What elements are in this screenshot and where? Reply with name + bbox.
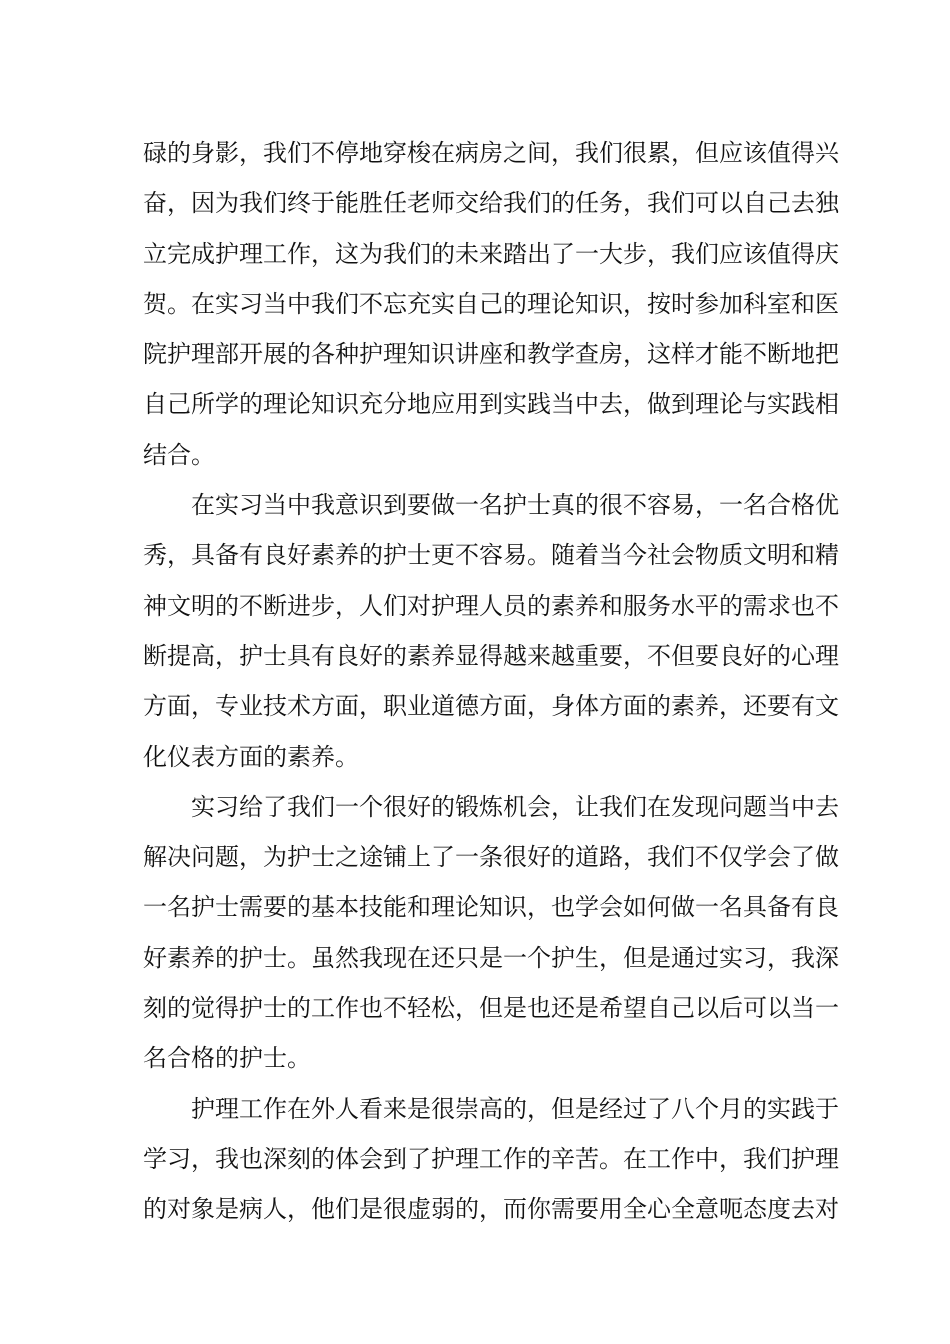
paragraph-2 xyxy=(143,480,839,782)
text-line: 化仪表方面的素养。 xyxy=(143,742,359,771)
text-line: 方面，专业技术方面，职业道德方面，身体方面的素养，还要有文 xyxy=(143,692,839,721)
text-line: 护理工作在外人看来是很崇高的，但是经过了八个月的实践于 xyxy=(143,1094,839,1123)
text-line: 奋，因为我们终于能胜任老师交给我们的任务，我们可以自己去独 xyxy=(143,189,839,218)
text-line: 名合格的护士。 xyxy=(143,1044,311,1073)
text-line: 的对象是病人，他们是很虚弱的，而你需要用全心全意呃态度去对 xyxy=(143,1195,839,1224)
text-line: 刻的觉得护士的工作也不轻松，但是也还是希望自己以后可以当一 xyxy=(143,994,839,1023)
text-line: 学习，我也深刻的体会到了护理工作的辛苦。在工作中，我们护理 xyxy=(143,1144,839,1173)
paragraph-4 xyxy=(143,1084,839,1235)
text-line: 断提高，护士具有良好的素养显得越来越重要，不但要良好的心理 xyxy=(143,641,839,670)
text-line: 解决问题，为护士之途铺上了一条很好的道路，我们不仅学会了做 xyxy=(143,843,839,872)
text-line: 自己所学的理论知识充分地应用到实践当中去，做到理论与实践相 xyxy=(143,390,839,419)
text-line: 实习给了我们一个很好的锻炼机会，让我们在发现问题当中去 xyxy=(143,792,839,821)
text-line: 结合。 xyxy=(143,440,215,469)
text-line: 一名护士需要的基本技能和理论知识，也学会如何做一名具备有良 xyxy=(143,893,839,922)
text-line: 院护理部开展的各种护理知识讲座和教学查房，这样才能不断地把 xyxy=(143,340,839,369)
paragraph-1 xyxy=(143,128,839,480)
text-line: 神文明的不断进步，人们对护理人员的素养和服务水平的需求也不 xyxy=(143,591,839,620)
text-line: 碌的身影，我们不停地穿梭在病房之间，我们很累，但应该值得兴 xyxy=(143,139,839,167)
text-line: 贺。在实习当中我们不忘充实自己的理论知识，按时参加科室和医 xyxy=(143,289,839,318)
paragraph-3 xyxy=(143,782,839,1084)
text-line: 好素养的护士。虽然我现在还只是一个护生，但是通过实习，我深 xyxy=(143,943,839,972)
text-line: 立完成护理工作，这为我们的未来踏出了一大步，我们应该值得庆 xyxy=(143,239,839,268)
text-line: 秀，具备有良好素养的护士更不容易。随着当今社会物质文明和精 xyxy=(143,541,839,570)
text-line: 在实习当中我意识到要做一名护士真的很不容易，一名合格优 xyxy=(143,491,839,520)
document-body xyxy=(143,128,839,1235)
